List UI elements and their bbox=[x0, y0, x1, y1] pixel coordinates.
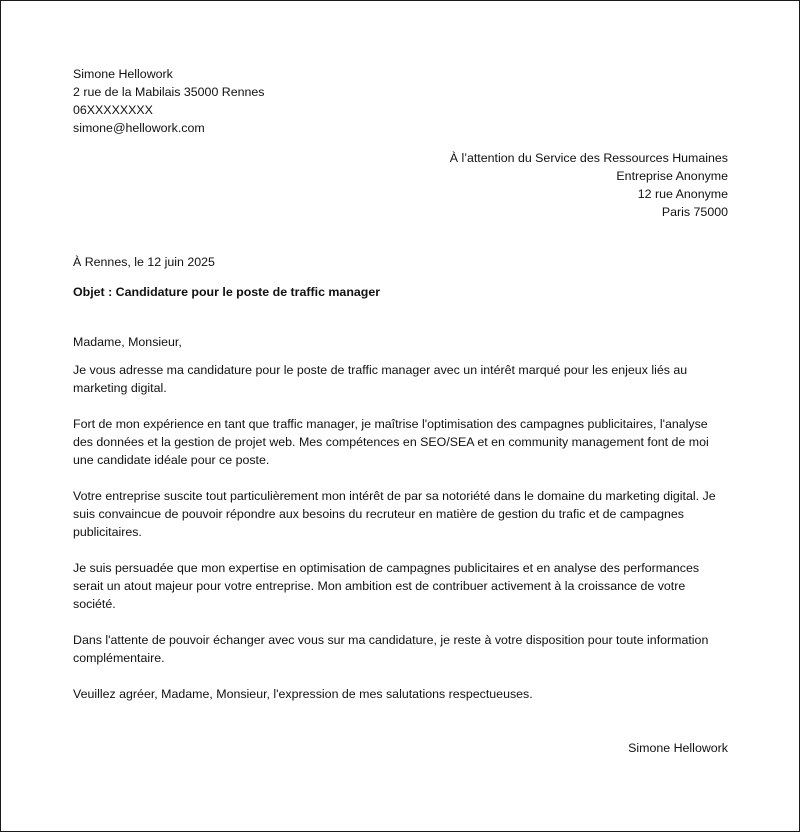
recipient-street: 12 rue Anonyme bbox=[637, 187, 728, 201]
closing-formula: Veuillez agréer, Madame, Monsieur, l'expression de mes salutations respectueuses. bbox=[73, 687, 533, 701]
recipient-attention: À l’attention du Service des Ressources Humaines bbox=[449, 151, 728, 165]
date-line: À Rennes, le 12 juin 2025 bbox=[73, 255, 215, 269]
paragraph: Votre entreprise suscite tout particulièrement mon intérêt de par sa notoriété dans le domaine du marketing digital. Je suis convaincue de pouvoir répondre aux besoins du recruteur en matière de gestion du trafic et de campagnes publicitaires. bbox=[73, 489, 716, 539]
greeting: Madame, Monsieur, bbox=[73, 335, 182, 349]
sender-address: 2 rue de la Mabilais 35000 Rennes bbox=[73, 85, 265, 99]
sender-email: simone@hellowork.com bbox=[73, 121, 205, 135]
sender-phone: 06XXXXXXXX bbox=[73, 103, 153, 117]
paragraph: Dans l'attente de pouvoir échanger avec vous sur ma candidature, je reste à votre disposition pour toute information complémentaire. bbox=[73, 633, 709, 665]
recipient-company: Entreprise Anonyme bbox=[616, 169, 728, 183]
paragraph: Je suis persuadée que mon expertise en optimisation de campagnes publicitaires et en analyse des performances serait un atout majeur pour votre entreprise. Mon ambition est de contribuer activement à la croissance de votre société. bbox=[73, 561, 700, 611]
signature: Simone Hellowork bbox=[628, 741, 728, 755]
sender-name: Simone Hellowork bbox=[73, 67, 173, 81]
recipient-block bbox=[73, 149, 728, 221]
subject-line: Objet : Candidature pour le poste de traffic manager bbox=[73, 285, 381, 299]
sender-block bbox=[73, 65, 728, 137]
paragraph: Je vous adresse ma candidature pour le poste de traffic manager avec un intérêt marqué pour les enjeux liés au marketing digital. bbox=[73, 363, 688, 395]
recipient-city: Paris 75000 bbox=[661, 205, 728, 219]
paragraph: Fort de mon expérience en tant que traffic manager, je maîtrise l'optimisation des campagnes publicitaires, l'analyse des données et la gestion de projet web. Mes compétences en SEO/SEA et en community management font de moi une candidate idéale pour ce poste. bbox=[73, 417, 709, 467]
letter-content bbox=[73, 65, 728, 757]
